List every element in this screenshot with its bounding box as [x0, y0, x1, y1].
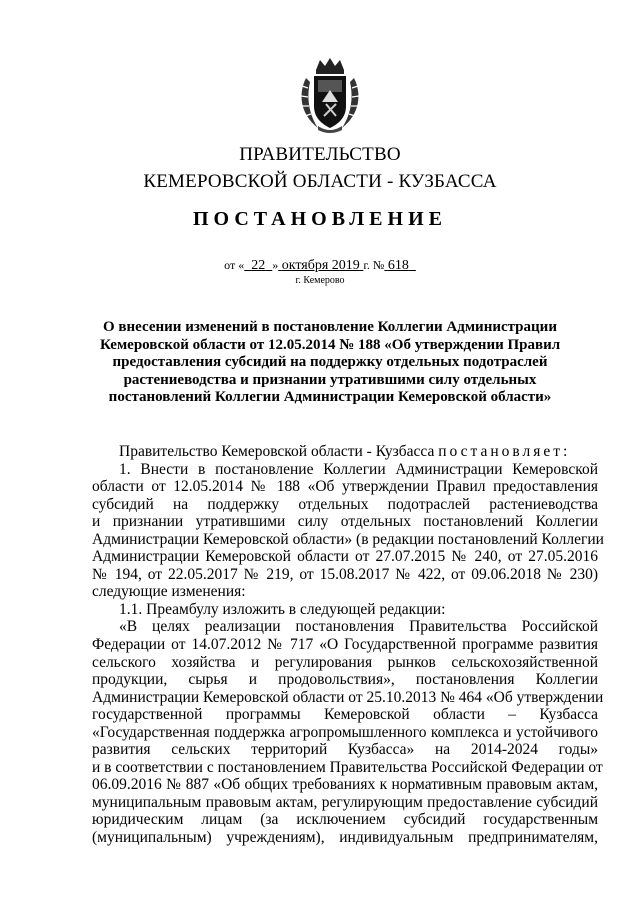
body-line: Федерации от 14.07.2012 № 717 «О Государственной программе развития	[92, 636, 598, 654]
body-line: и признании утратившими силу отдельных постановлений Коллегии	[92, 513, 598, 531]
government-name-line2: КЕМЕРОВСКОЙ ОБЛАСТИ - КУЗБАССА	[143, 171, 497, 192]
document-number: 618	[387, 258, 409, 273]
body-line: 1. Внести в постановление Коллегии Администрации Кемеровской	[119, 460, 598, 478]
document-type-heading: ПОСТАНОВЛЕНИЕ	[193, 208, 447, 230]
title-line: предоставления субсидий на поддержку отдельных подотраслей	[112, 354, 548, 371]
body-line: муниципальным правовым актам, регулирующим предоставление субсидий	[92, 793, 598, 811]
date-number-line	[0, 258, 640, 274]
number-label: №	[372, 258, 385, 272]
body-line: области от 12.05.2014 № 188 «Об утверждении Правил предоставления	[92, 478, 598, 496]
body-line: (муниципальным) учреждениям), индивидуальным предпринимателям,	[92, 829, 598, 847]
coat-of-arms-emblem	[296, 56, 364, 136]
date-quote-close: »	[272, 258, 279, 272]
city-label: г. Кемерово	[295, 275, 345, 286]
body-line: государственной программы Кемеровской области – Кузбасса	[92, 706, 598, 724]
title-line: Кемеровской области от 12.05.2014 № 188 «Об утверждении Правил	[100, 336, 561, 353]
body-line: субсидий на поддержку отдельных подотраслей растениеводства	[92, 495, 598, 513]
body-line: и в соответствии с постановлением Правительства Российской Федерации от	[92, 758, 603, 776]
title-line: растениеводства и признании утратившими силу отдельных	[123, 371, 537, 388]
government-name-line1: ПРАВИТЕЛЬСТВО	[239, 144, 401, 165]
date-month-year: октября 2019	[281, 258, 360, 273]
title-line: постановлений Коллегии Администрации Кемеровской области»	[108, 389, 552, 406]
body-line: следующие изменения:	[92, 583, 246, 601]
body-line: сельского хозяйства и регулирования рынков сельскохозяйственной	[92, 653, 598, 671]
body-line: «Государственная поддержка агропромышленного комплекса и устойчивого	[92, 723, 598, 741]
body-line: Администрации Кемеровской области от 27.07.2015 № 240, от 27.05.2016	[92, 548, 598, 566]
resolves-word: постановляет:	[438, 443, 571, 460]
document-body	[92, 443, 604, 847]
date-year-suffix: г.	[363, 258, 370, 272]
intro-text: Правительство Кемеровской области - Кузбасса	[119, 443, 439, 460]
body-line: продукции, сырья и продовольствия», постановления Коллегии	[92, 671, 598, 689]
date-from-label: от «	[224, 258, 245, 272]
body-line: № 194, от 22.05.2017 № 219, от 15.08.2017 № 422, от 09.06.2018 № 230)	[92, 565, 598, 583]
body-line: юридическим лицам (за исключением субсидий государственным	[92, 811, 598, 829]
body-line: Администрации Кемеровской области» (в редакции постановлений Коллегии	[92, 530, 604, 548]
body-line: 1.1. Преамбулу изложить в следующей редакции:	[119, 600, 446, 618]
body-line: «В целях реализации постановления Правительства Российской	[119, 618, 598, 636]
title-line: О внесении изменений в постановление Коллегии Администрации	[103, 319, 557, 335]
body-line: Администрации Кемеровской области от 25.10.2013 № 464 «Об утверждении	[92, 688, 604, 706]
body-line: 06.09.2016 № 887 «Об общих требованиях к нормативным правовым актам,	[92, 776, 598, 794]
intro-line	[92, 443, 598, 461]
document-title	[100, 319, 560, 407]
body-line: развития сельских территорий Кузбасса» на 2014-2024 годы»	[92, 741, 598, 759]
date-day: 22	[251, 258, 266, 273]
